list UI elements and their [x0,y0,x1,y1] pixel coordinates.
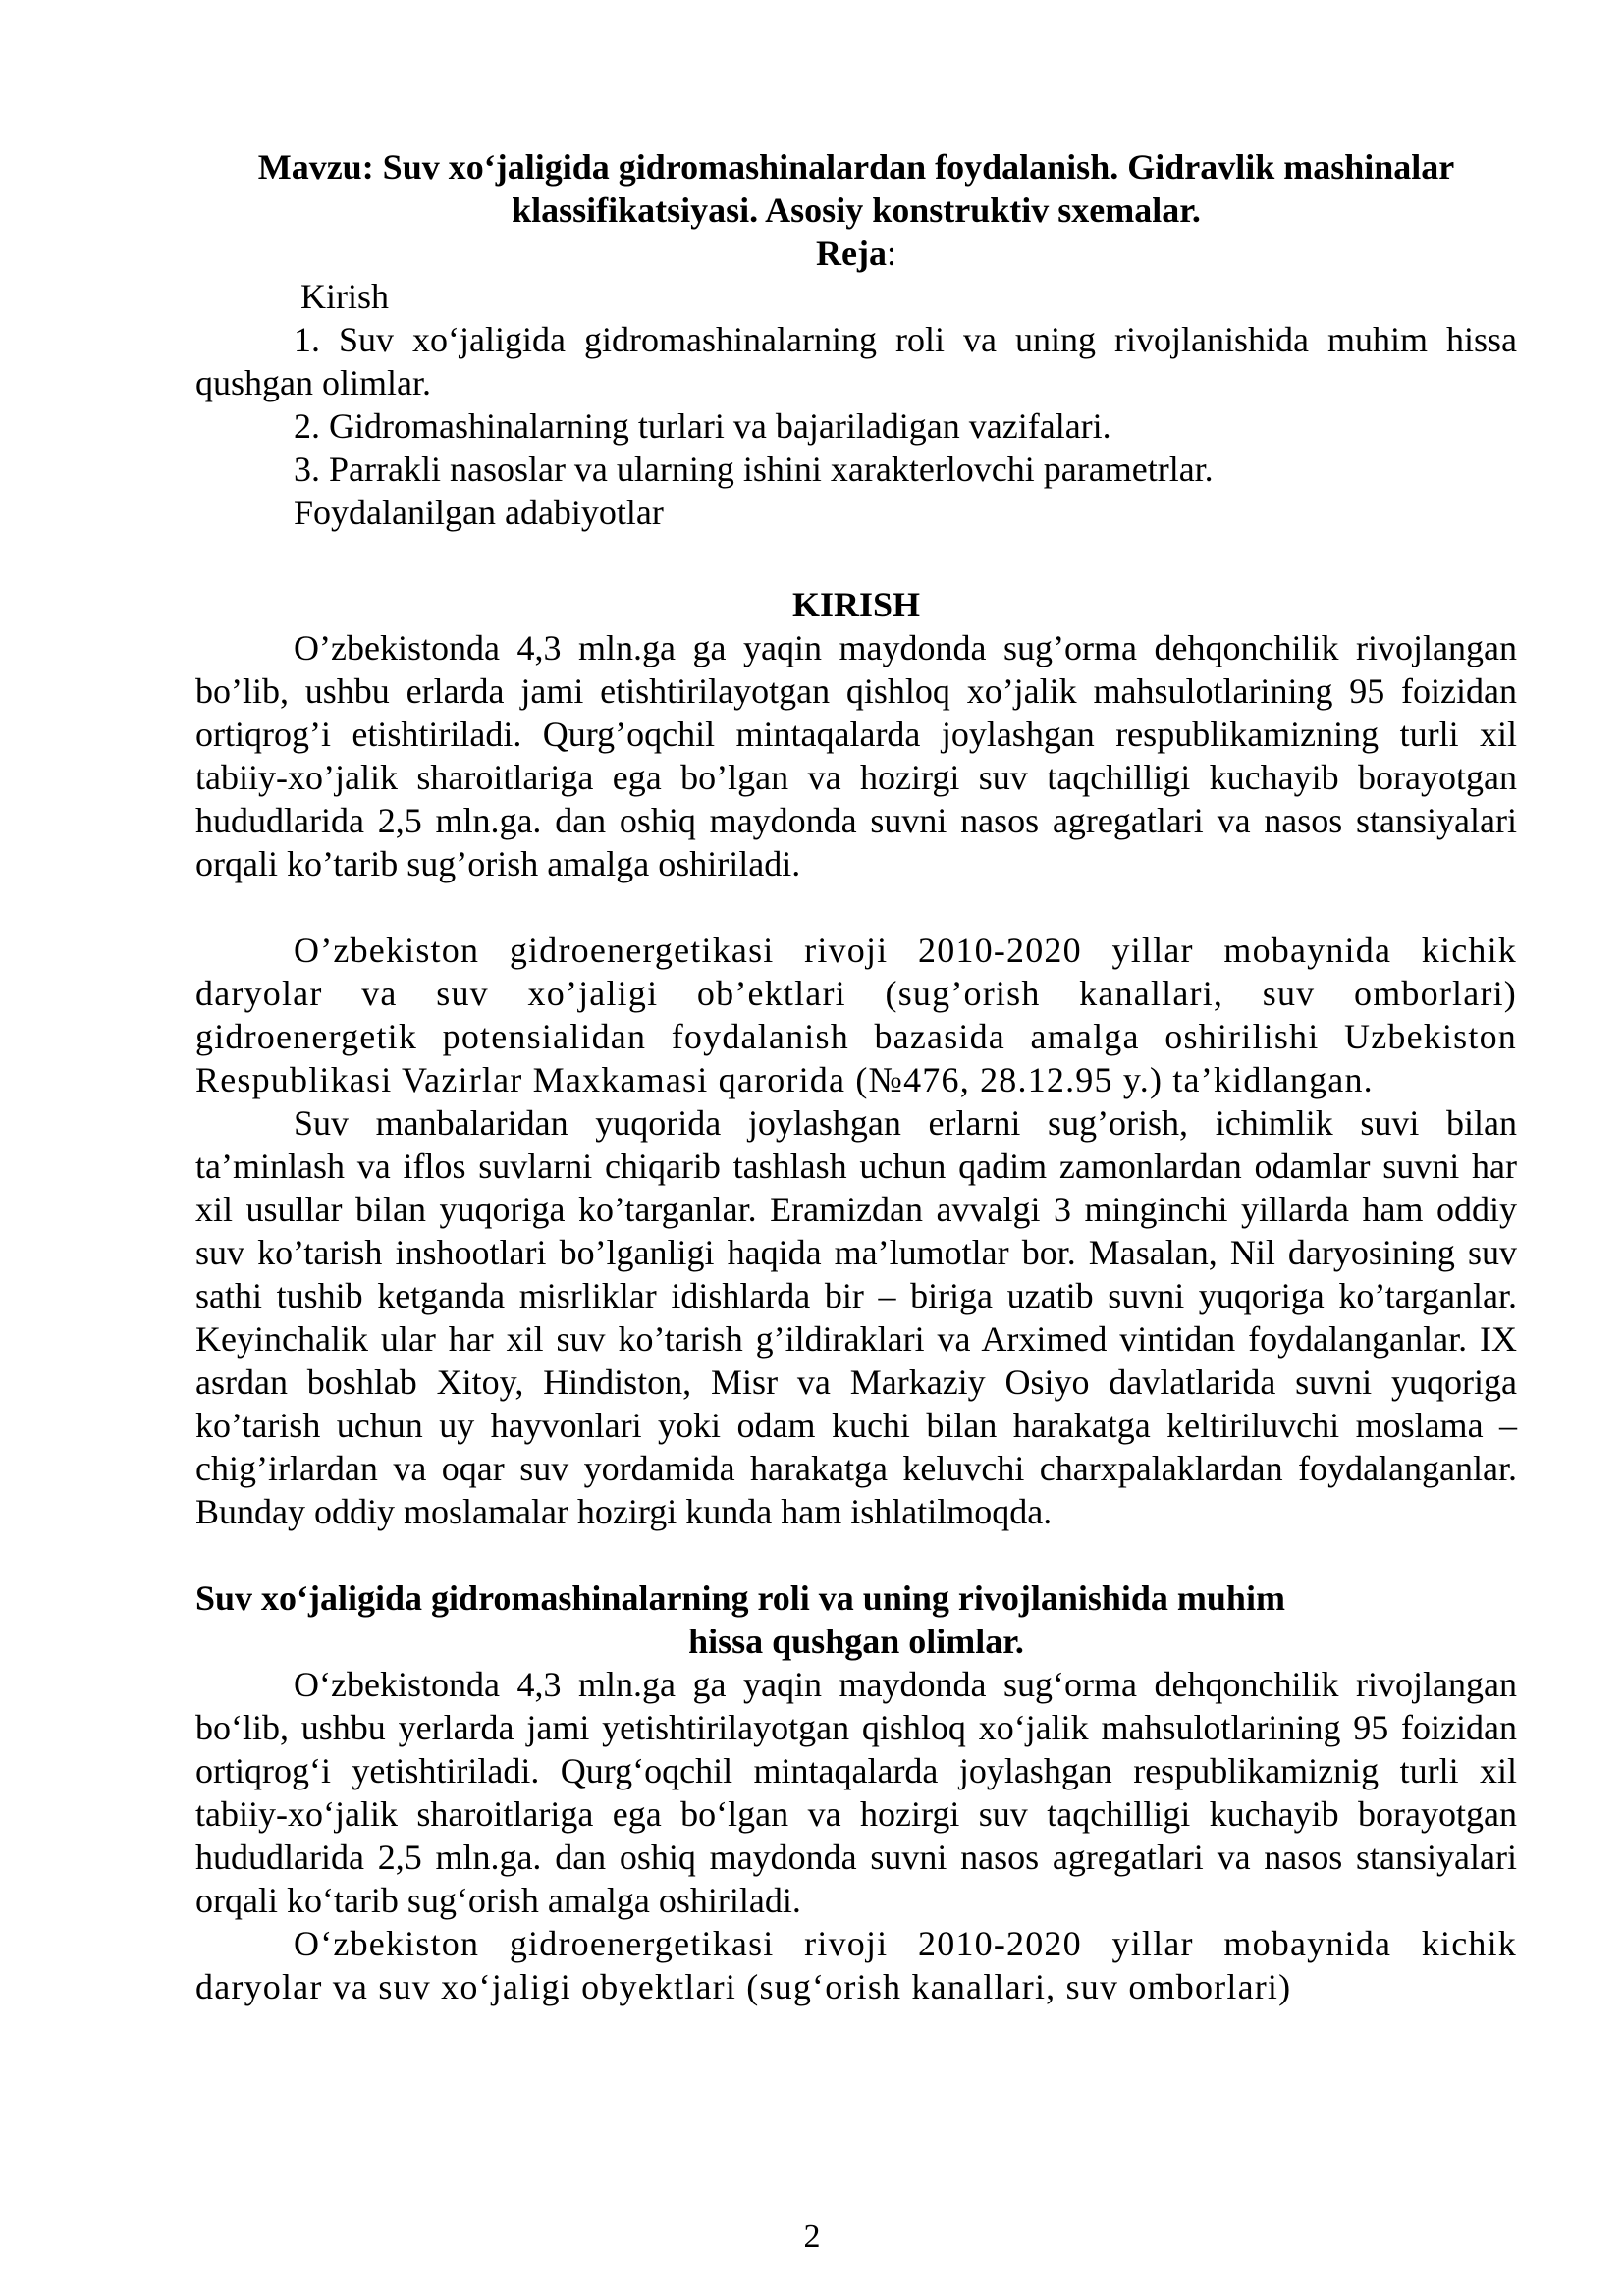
introduction-paragraph-2: O’zbekiston gidroenergetikasi rivoji 2010-2020 yillar mobaynida kichik daryolar va suv xo’jaligi ob’ektlari (sug’orish kanallari, suv omborlari) gidroenergetik potensialidan foydalanish bazasida amalga oshirilishi Uzbekiston Respublikasi Vazirlar Maxkamasi qarorida (№476, 28.12.95 y.) ta’kidlangan. [195,931,1517,1099]
role-paragraph-2: O‘zbekiston gidroenergetikasi rivoji 2010-2020 yillar mobaynida kichik daryolar va suv xo‘jaligi obyektlari (sug‘orish kanallari, suv omborlari) [195,1924,1517,2006]
paragraph-gap [195,1533,1517,1576]
plan-item-introduction: Kirish [300,277,389,316]
plan-item-1: 1. Suv xo‘jaligida gidromashinalarning roli va uning rivojlanishida muhim hissa qushgan olimlar. [195,320,1517,402]
role-paragraph-1: O‘zbekistonda 4,3 mln.ga ga yaqin maydonda sug‘orma dehqonchilik rivojlangan bo‘lib, ushbu yerlarda jami yetishtirilayotgan qishloq xo‘jalik mahsulotlarining 95 foizidan ortiqrog‘i yetishtiriladi. Qurg‘oqchil mintaqalarda joylashgan respublikamiznig turli xil tabiiy-xo‘jalik sharoitlariga ega bo‘lgan va hozirgi suv taqchilligi kuchayib borayotgan hududlarida 2,5 mln.ga. dan oshiq maydonda suvni nasos agregatlari va nasos stansiyalari orqali ko‘tarib sug‘orish amalga oshiriladi. [195,1665,1517,1920]
introduction-paragraph-1: O’zbekistonda 4,3 mln.ga ga yaqin maydonda sug’orma dehqonchilik rivojlangan bo’lib, ushbu erlarda jami etishtirilayotgan qishloq xo’jalik mahsulotlarining 95 foizidan ortiqrog’i etishtiriladi. Qurg’oqchil mintaqalarda joylashgan respublikamizning turli xil tabiiy-xo’jalik sharoitlariga ega bo’lgan va hozirgi suv taqchilligi kuchayib borayotgan hududlarida 2,5 mln.ga. dan oshiq maydonda suvni nasos agregatlari va nasos stansiyalari orqali ko’tarib sug’orish amalga oshiriladi. [195,628,1517,883]
section-heading-role-line-1: Suv xo‘jaligida gidromashinalarning roli va uning rivojlanishida muhim [195,1578,1285,1618]
plan-heading [195,232,1517,275]
section-gap [195,534,1517,583]
document-title-line-1: Mavzu: Suv xo‘jaligida gidromashinalardan foydalanish. Gidravlik mashinalar [257,147,1455,187]
page-content [195,145,1517,2008]
page-number: 2 [803,2218,821,2255]
plan-item-2: 2. Gidromashinalarning turlari va bajariladigan vazifalari. [294,406,1111,446]
plan-item-3: 3. Parrakli nasoslar va ularning ishini xarakterlovchi parametrlar. [294,450,1214,489]
document-title-line-2: klassifikatsiyasi. Asosiy konstruktiv sxemalar. [512,190,1201,230]
plan-heading-label: Reja [816,234,887,273]
introduction-paragraph-3: Suv manbalaridan yuqorida joylashgan erlarni sug’orish, ichimlik suvi bilan ta’minlash va iflos suvlarni chiqarib tashlash uchun qadim zamonlardan odamlar suvni har xil usullar bilan yuqoriga ko’targanlar. Eramizdan avvalgi 3 minginchi yillarda ham oddiy suv ko’tarish inshootlari bo’lganligi haqida ma’lumotlar bor. Masalan, Nil daryosining suv sathi tushib ketganda misrliklar idishlarda bir – biriga uzatib suvni yuqoriga ko’targanlar. Keyinchalik ular har xil suv ko’tarish g’ildiraklari va Arximed vintidan foydalanganlar. IX asrdan boshlab Xitoy, Hindiston, Misr va Markaziy Osiyo davlatlarida suvni yuqoriga ko’tarish uchun uy hayvonlari yoki odam kuchi bilan harakatga keltiriluvchi moslama – chig’irlardan va oqar suv yordamida harakatga keluvchi charxpalaklardan foydalanganlar. Bunday oddiy moslamalar hozirgi kunda ham ishlatilmoqda. [195,1103,1517,1531]
paragraph-gap [195,885,1517,929]
section-heading-role-line-2: hissa qushgan olimlar. [688,1622,1024,1661]
section-heading-introduction: KIRISH [791,585,921,624]
plan-item-references: Foydalanilgan adabiyotlar [294,493,664,532]
plan-heading-colon: : [886,234,896,273]
